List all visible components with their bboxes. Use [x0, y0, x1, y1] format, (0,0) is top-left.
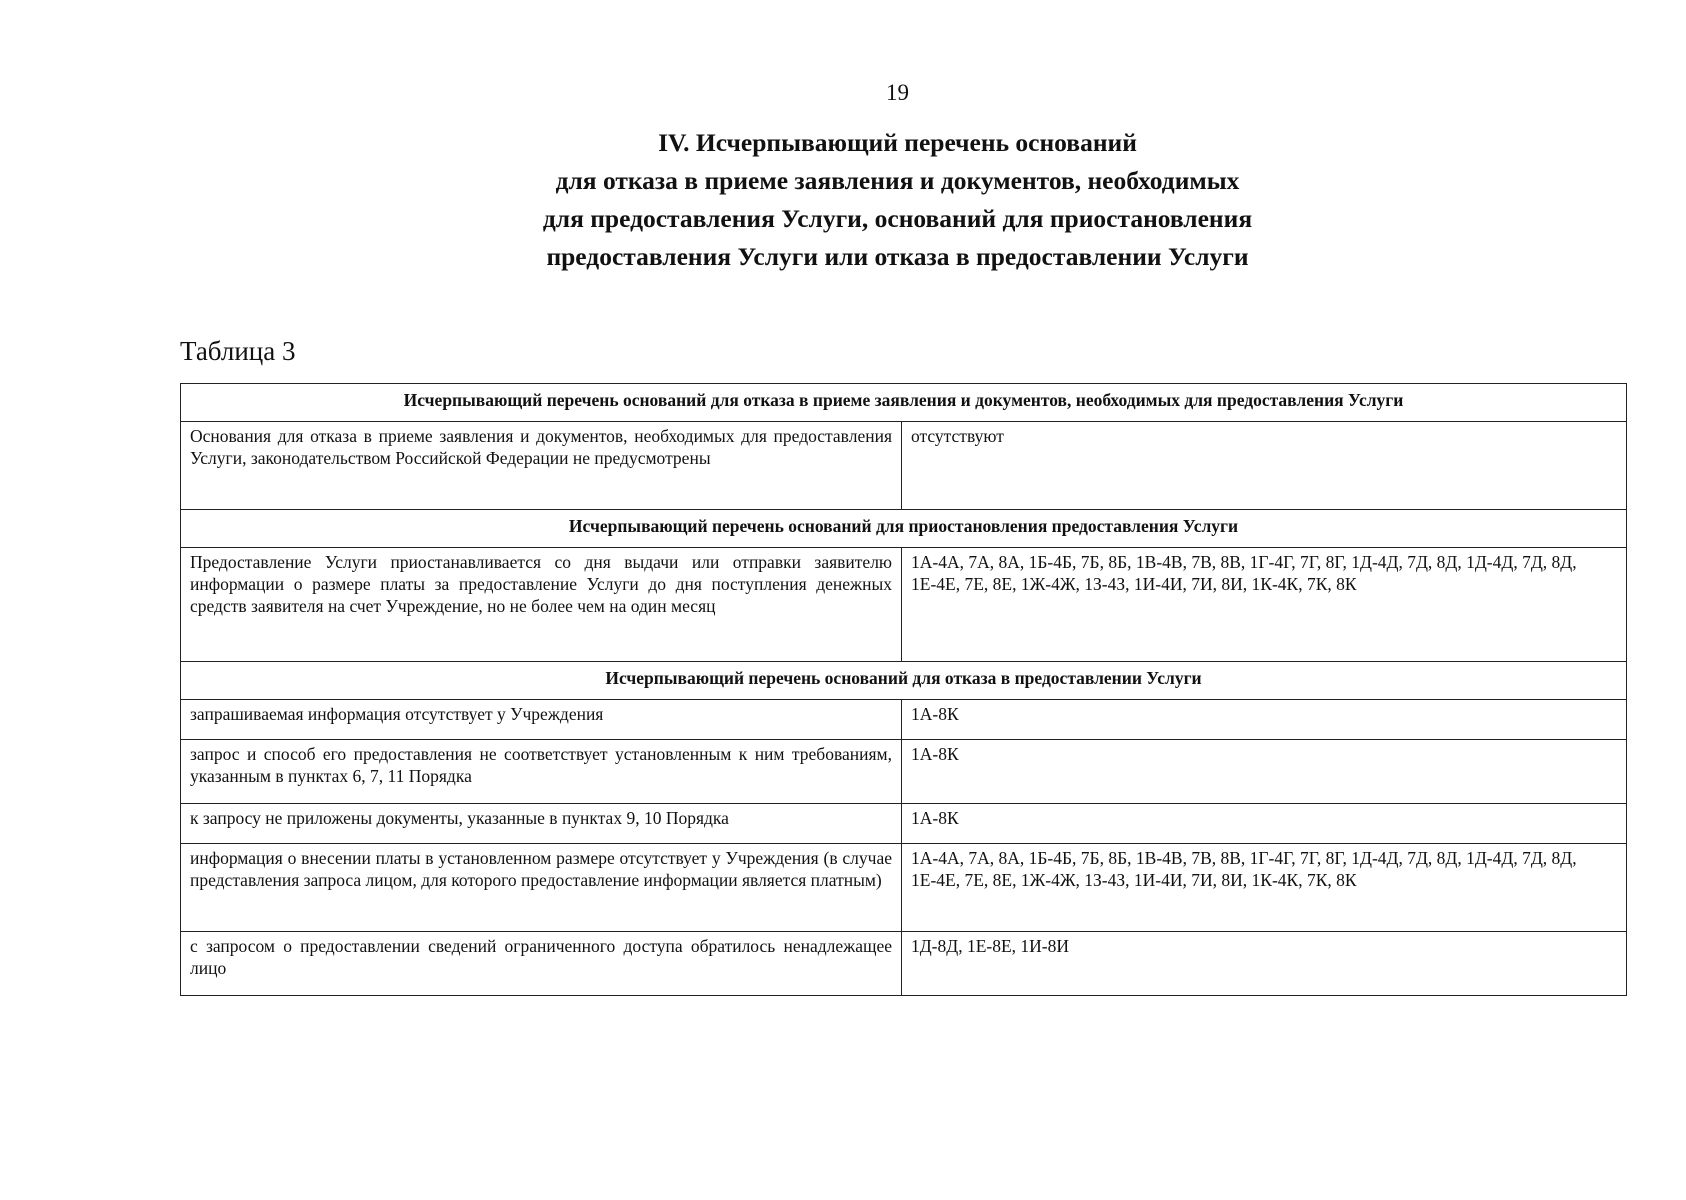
table-row: [181, 548, 1627, 662]
heading-line: предоставления Услуги или отказа в предоставлении Услуги: [546, 242, 1249, 271]
grounds-table: [180, 383, 1627, 996]
section-header-row: [181, 384, 1627, 422]
table-row: [181, 700, 1627, 740]
codes-cell: 1А-4А, 7А, 8А, 1Б-4Б, 7Б, 8Б, 1В-4В, 7В, 8В, 1Г-4Г, 7Г, 8Г, 1Д-4Д, 7Д, 8Д, 1Д-4Д, 7Д, 8Д, 1Е-4Е, 7Е, 8Е, 1Ж-4Ж, 1З-4З, 1И-4И, 7И, 8И, 1К-4К, 7К, 8К: [902, 548, 1627, 662]
section-header: Исчерпывающий перечень оснований для приостановления предоставления Услуги: [181, 510, 1627, 548]
table-row: [181, 740, 1627, 804]
section-heading: [0, 124, 1686, 276]
codes-cell: 1А-8К: [902, 700, 1627, 740]
codes-cell: 1А-8К: [902, 804, 1627, 844]
table-row: [181, 932, 1627, 996]
codes-cell: отсутствуют: [902, 422, 1627, 510]
codes-cell: 1А-4А, 7А, 8А, 1Б-4Б, 7Б, 8Б, 1В-4В, 7В, 8В, 1Г-4Г, 7Г, 8Г, 1Д-4Д, 7Д, 8Д, 1Д-4Д, 7Д, 8Д, 1Е-4Е, 7Е, 8Е, 1Ж-4Ж, 1З-4З, 1И-4И, 7И, 8И, 1К-4К, 7К, 8К: [902, 844, 1627, 932]
table-row: [181, 844, 1627, 932]
reason-cell: запрашиваемая информация отсутствует у Учреждения: [181, 700, 902, 740]
reason-cell: информация о внесении платы в установленном размере отсутствует у Учреждения (в случае представления запроса лицом, для которого предоставление информации является платным): [181, 844, 902, 932]
reason-cell: с запросом о предоставлении сведений ограниченного доступа обратилось ненадлежащее лицо: [181, 932, 902, 996]
reason-cell: к запросу не приложены документы, указанные в пунктах 9, 10 Порядка: [181, 804, 902, 844]
reason-cell: Предоставление Услуги приостанавливается со дня выдачи или отправки заявителю информации о размере платы за предоставление Услуги до дня поступления денежных средств заявителя на счет Учреждение, но не более чем на один месяц: [181, 548, 902, 662]
reason-cell: Основания для отказа в приеме заявления и документов, необходимых для предоставления Услуги, законодательством Российской Федерации не предусмотрены: [181, 422, 902, 510]
heading-line: для отказа в приеме заявления и документов, необходимых: [555, 166, 1240, 195]
section-header: Исчерпывающий перечень оснований для отказа в приеме заявления и документов, необходимых для предоставления Услуги: [181, 384, 1627, 422]
section-header-row: [181, 662, 1627, 700]
codes-cell: 1А-8К: [902, 740, 1627, 804]
heading-line: IV. Исчерпывающий перечень оснований: [658, 128, 1137, 157]
reason-cell: запрос и способ его предоставления не соответствует установленным к ним требованиям, указанным в пунктах 6, 7, 11 Порядка: [181, 740, 902, 804]
heading-line: для предоставления Услуги, оснований для приостановления: [542, 204, 1253, 233]
table-caption: Таблица 3: [180, 336, 296, 366]
section-header: Исчерпывающий перечень оснований для отказа в предоставлении Услуги: [181, 662, 1627, 700]
page-number: 19: [886, 80, 909, 105]
table-row: [181, 804, 1627, 844]
section-header-row: [181, 510, 1627, 548]
codes-cell: 1Д-8Д, 1Е-8Е, 1И-8И: [902, 932, 1627, 996]
table-row: [181, 422, 1627, 510]
